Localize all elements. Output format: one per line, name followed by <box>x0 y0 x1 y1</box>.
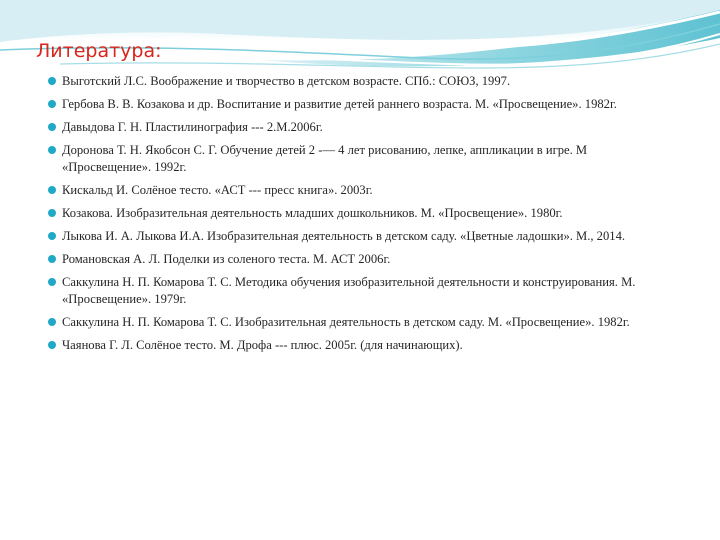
reference-text: Доронова Т. Н. Якобсон С. Г. Обучение детей 2 -— 4 лет рисованию, лепке, аппликации в игре. М «Просвещение». 1992г. <box>62 143 588 174</box>
reference-list <box>62 73 672 360</box>
list-item <box>62 142 672 176</box>
reference-text: Давыдова Г. Н. Пластилинография --- 2.М.2006г. <box>62 120 323 134</box>
reference-text: Романовская А. Л. Поделки из соленого теста. М. АСТ 2006г. <box>62 252 391 266</box>
reference-text: Выготский Л.С. Воображение и творчество в детском возрасте. СПб.: СОЮЗ, 1997. <box>62 74 511 88</box>
list-item <box>62 274 672 308</box>
bullet-icon <box>48 318 56 326</box>
bullet-icon <box>48 123 56 131</box>
bullet-icon <box>48 186 56 194</box>
reference-text: Саккулина Н. П. Комарова Т. С. Методика обучения изобразительной деятельности и конструирования. М. «Просвещение». 1979г. <box>62 275 636 306</box>
bullet-icon <box>48 255 56 263</box>
bullet-icon <box>48 100 56 108</box>
list-item <box>62 96 672 113</box>
list-item <box>62 205 672 222</box>
list-item <box>62 228 672 245</box>
bullet-icon <box>48 278 56 286</box>
list-item <box>62 73 672 90</box>
slide-title: Литература: <box>36 40 162 62</box>
reference-text: Гербова В. В. Козакова и др. Воспитание и развитие детей раннего возраста. М. «Просвещение». 1982г. <box>62 97 617 111</box>
list-item <box>62 314 672 331</box>
bullet-icon <box>48 341 56 349</box>
bullet-icon <box>48 209 56 217</box>
bullet-icon <box>48 232 56 240</box>
list-item <box>62 119 672 136</box>
reference-text: Кискальд И. Солёное тесто. «АСТ --- пресс книга». 2003г. <box>62 183 373 197</box>
bullet-icon <box>48 146 56 154</box>
reference-text: Саккулина Н. П. Комарова Т. С. Изобразительная деятельность в детском саду. М. «Просвещение». 1982г. <box>62 315 630 329</box>
reference-text: Козакова. Изобразительная деятельность младших дошкольников. М. «Просвещение». 1980г. <box>62 206 563 220</box>
reference-text: Лыкова И. А. Лыкова И.А. Изобразительная деятельность в детском саду. «Цветные ладошки». М., 2014. <box>62 229 626 243</box>
list-item <box>62 251 672 268</box>
bullet-icon <box>48 77 56 85</box>
reference-text: Чаянова Г. Л. Солёное тесто. М. Дрофа --- плюс. 2005г. (для начинающих). <box>62 338 463 352</box>
list-item <box>62 182 672 199</box>
list-item <box>62 337 672 354</box>
